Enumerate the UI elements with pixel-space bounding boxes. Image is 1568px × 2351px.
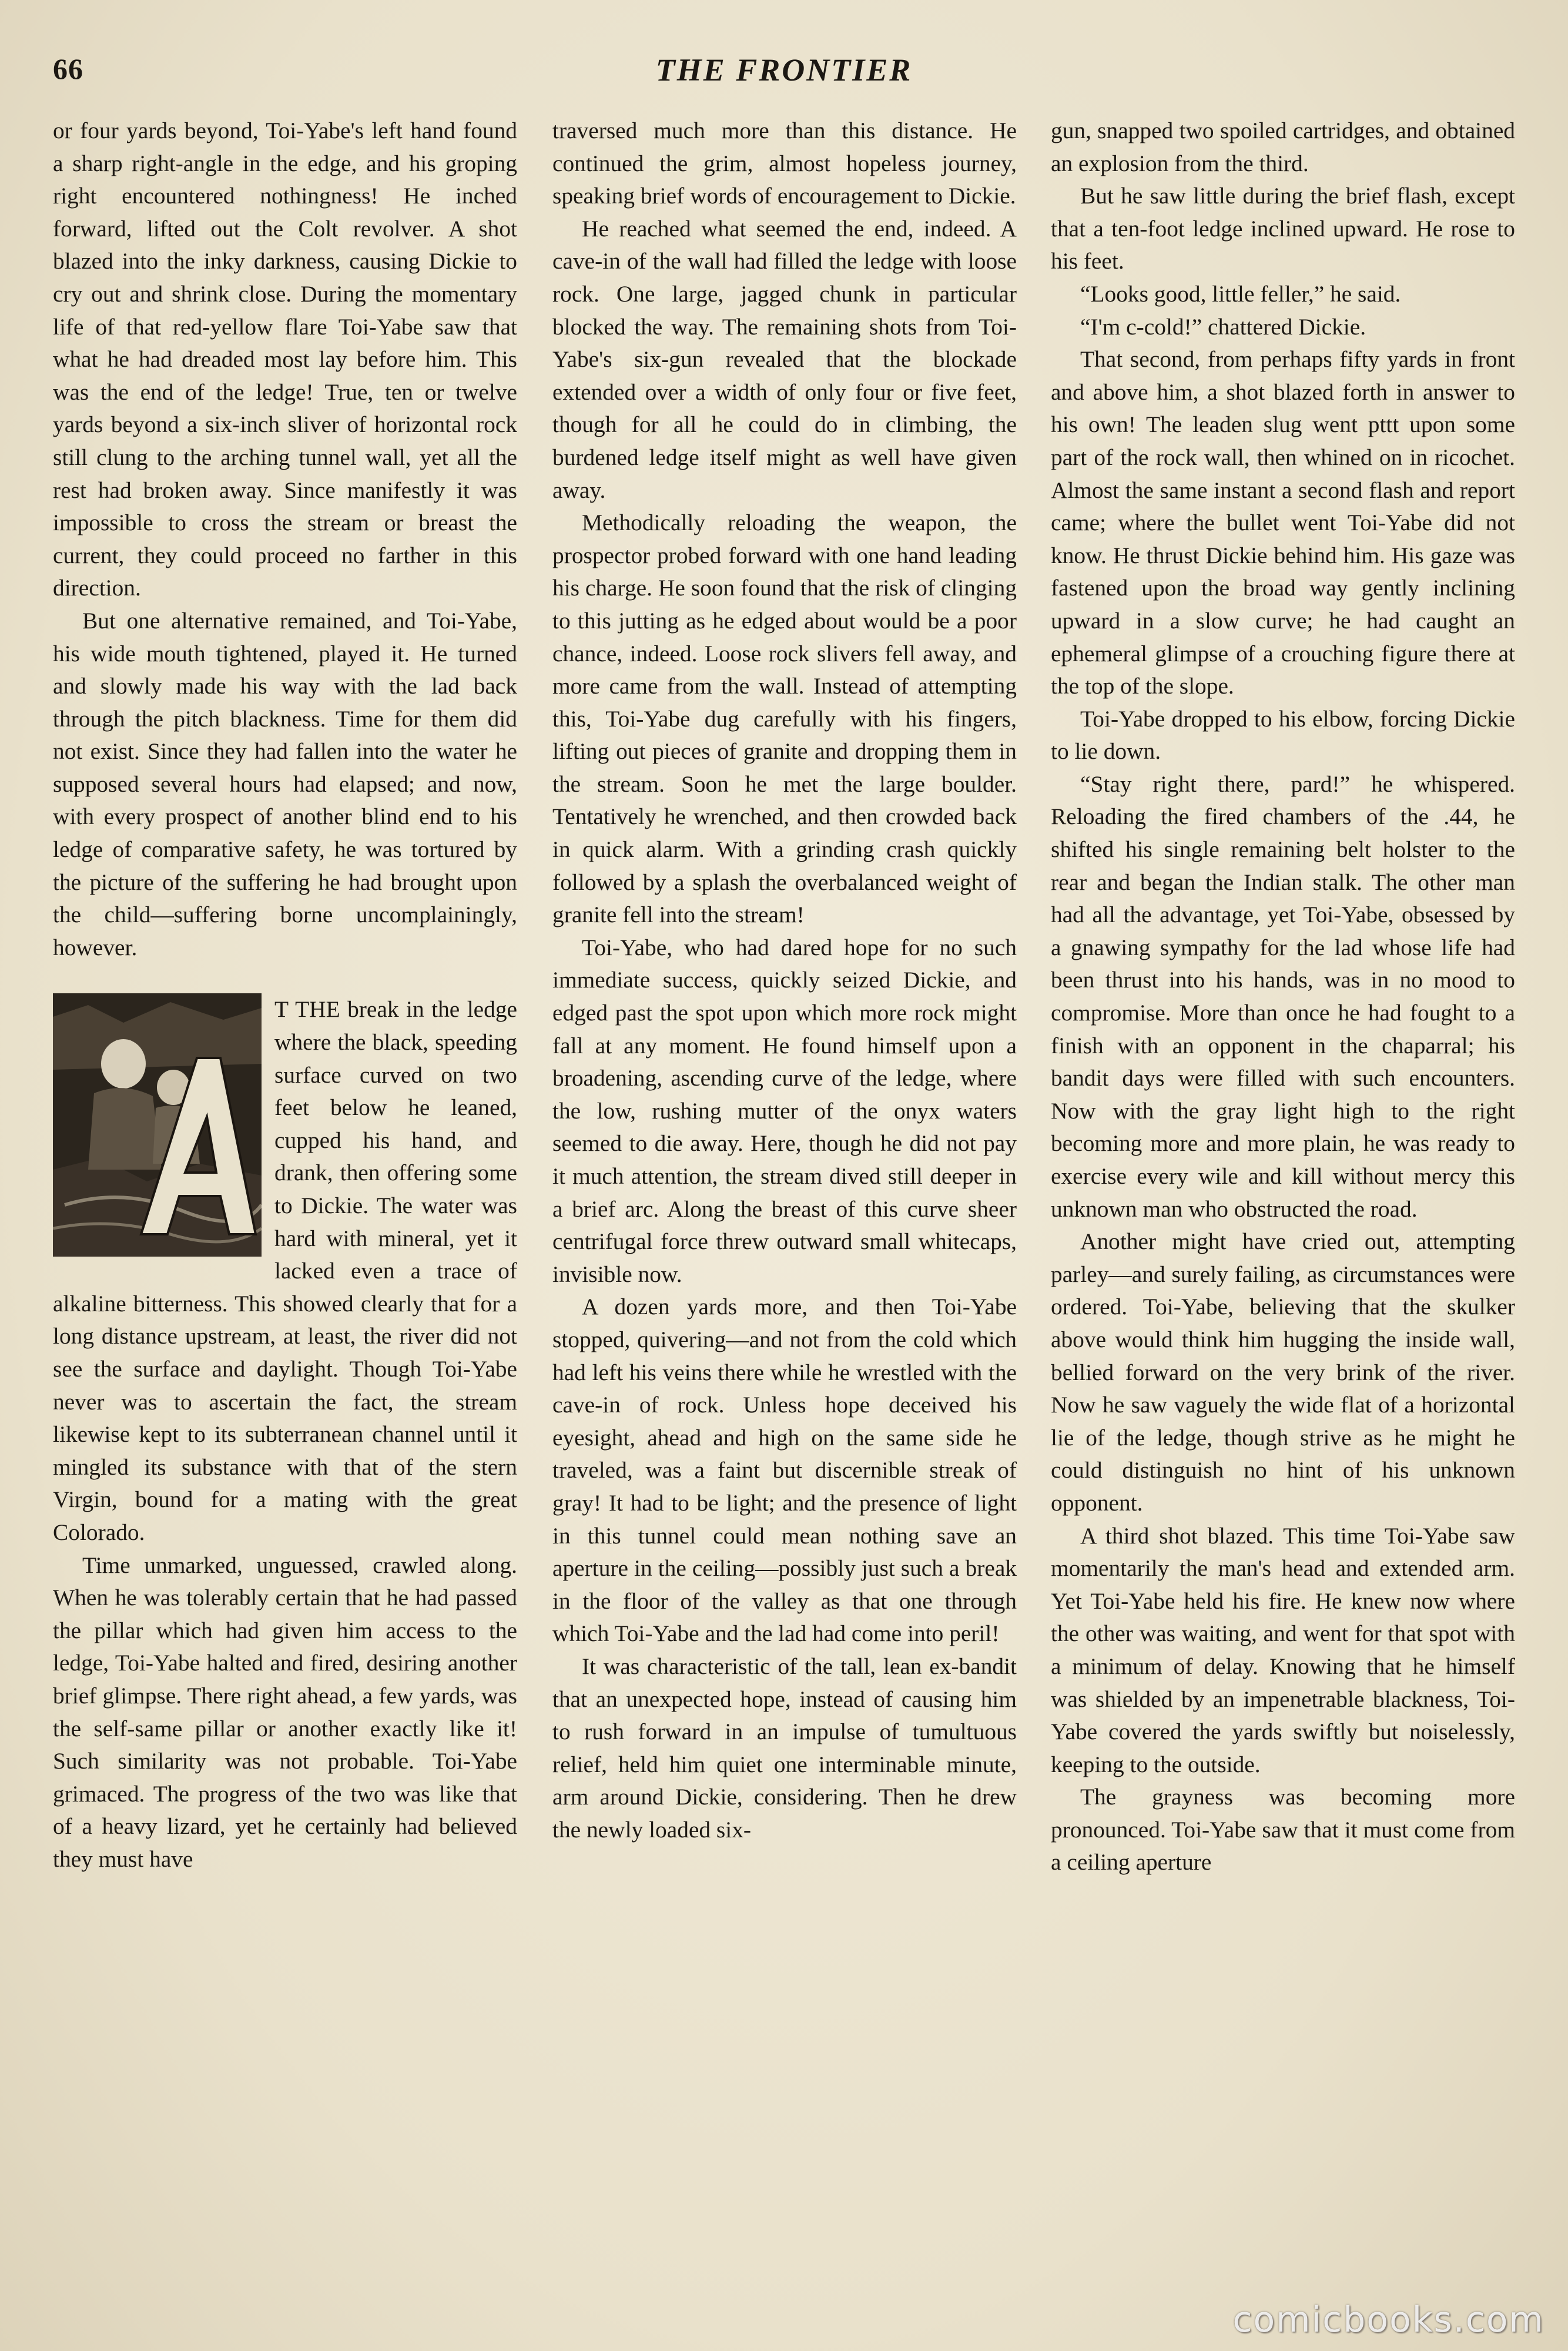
paragraph: But one alternative remained, and Toi-Yabe, his wide mouth tightened, played it. He turned and slowly made his way with the lad back through the pitch blackness. Time for them did not exist. Since they had fallen into the water he supposed several hours had elapsed; and now, with every prospect of another blind end to his ledge of comparative safety, he was tortured by the picture of the suffering he had brought upon the child—suffering borne uncomplainingly, however. — [53, 607, 517, 960]
dropcap-illustration — [53, 993, 262, 1257]
paragraph: gun, snapped two spoiled cartridges, and obtained an explosion from the third. — [1051, 118, 1515, 176]
paragraph: Toi-Yabe, who had dared hope for no such immediate success, quickly seized Dickie, and edged past the spot upon which more rock might fall at any moment. He found himself upon a broadening, ascending curve of the ledge, where the low, rushing mutter of the onyx waters seemed to die away. Here, though he did not pay it much attention, the stream dived still deeper in a brief arc. Along the breast of this curve sheer centrifugal force threw outward small whitecaps, invisible now. — [552, 934, 1017, 1287]
text-column-1 — [53, 115, 517, 1876]
dropcap-paragraph-text: T THE break in the ledge where the black, speeding surface curved on two feet below he leaned, cupped his hand, and drank, then offering some to Dickie. The water was hard with mineral, yet it lacked even a trace of alkaline bitterness. This showed clearly that for a long distance upstream, at least, the river did not see the surface and daylight. Though Toi-Yabe never was to ascertain the fact, the stream likewise kept to its subterranean channel until it mingled its substance with that of the stern Virgin, bound for a mating with the great Colorado. — [53, 996, 517, 1545]
paragraph: That second, from perhaps fifty yards in front and above him, a shot blazed forth in answer to his own! The leaden slug went pttt upon some part of the rock wall, then whined on in ricochet. Almost the same instant a second flash and report came; where the bullet went Toi-Yabe did not know. He thrust Dickie behind him. His gaze was fastened upon the broad way gently inclining upward in a slow curve; he had caught an ephemeral glimpse of a crouching figure there at the top of the slope. — [1051, 346, 1515, 699]
dropcap-paragraph — [53, 993, 517, 1549]
paragraph: Time unmarked, unguessed, crawled along. When he was tolerably certain that he had passed the pillar which had given him access to the ledge, Toi-Yabe halted and fired, desiring another brief glimpse. There right ahead, a few yards, was the self-same pillar or another exactly like it! Such similarity was not probable. Toi-Yabe grimaced. The progress of the two was like that of a heavy lizard, yet he certainly had believed they must have — [53, 1552, 517, 1872]
paragraph: The grayness was becoming more pronounced. Toi-Yabe saw that it must come from a ceiling aperture — [1051, 1784, 1515, 1876]
watermark: comicbooks.com — [1232, 2299, 1544, 2340]
paragraph: Toi-Yabe dropped to his elbow, forcing Dickie to lie down. — [1051, 705, 1515, 765]
text-column-3 — [1051, 115, 1515, 1879]
page-header — [53, 52, 1515, 99]
paragraph: But he saw little during the brief flash, except that a ten-foot ledge inclined upward. He rose to his feet. — [1051, 183, 1515, 274]
paragraph: “Looks good, little feller,” he said. — [1080, 280, 1401, 307]
magazine-title: THE FRONTIER — [655, 52, 913, 88]
text-column-2 — [552, 115, 1017, 1846]
paragraph: A third shot blazed. This time Toi-Yabe saw momentarily the man's head and extended arm. Yet Toi-Yabe held his fire. He knew now where the other was waiting, and went for that spot with a minimum of delay. Knowing that he himself was shielded by an impenetrable blackness, Toi-Yabe covered the yards swiftly but noiselessly, keeping to the outside. — [1051, 1522, 1515, 1777]
paragraph: traversed much more than this distance. He continued the grim, almost hopeless journey, speaking brief words of encouragement to Dickie. — [552, 118, 1017, 209]
page-number: 66 — [53, 52, 83, 85]
paragraph: Another might have cried out, attempting parley—and surely failing, as circumstances were ordered. Toi-Yabe, believing that the skulker above would think him hugging the inside wall, bellied forward on the very brink of the river. Now he saw vaguely the wide flat of a horizontal lie of the ledge, though strive as he might he could distinguish no hint of his unknown opponent. — [1051, 1228, 1515, 1516]
paragraph: “Stay right there, pard!” he whispered. Reloading the fired chambers of the .44, he shifted his single remaining belt holster to the rear and began the Indian stalk. The other man had all the advantage, yet Toi-Yabe, obsessed by a gnawing sympathy for the lad whose life had been thrust into his hands, was in no mood to compromise. More than once he had fought to a finish with an opponent in the chaparral; his bandit days were filled with such encounters. Now with the gray light high to the right becoming more and more plain, he was ready to exercise every wile and kill without mercy this unknown man who obstructed the road. — [1051, 771, 1515, 1222]
paragraph: or four yards beyond, Toi-Yabe's left hand found a sharp right-angle in the edge, and his groping right encountered nothingness! He inched forward, lifted out the Colt revolver. A shot blazed into the inky darkness, causing Dickie to cry out and shrink close. During the momentary life of that red-yellow flare Toi-Yabe saw that what he had dreaded most lay before him. This was the end of the ledge! True, ten or twelve yards beyond a six-inch sliver of horizontal rock still clung to the arching tunnel wall, yet all the rest had broken away. Since manifestly it was impossible to cross the stream or breast the current, they could proceed no farther in this direction. — [53, 118, 517, 601]
paragraph: Methodically reloading the weapon, the prospector probed forward with one hand leading his charge. He soon found that the risk of clinging to this jutting as he edged about would be a poor chance, indeed. Loose rock slivers fell away, and more came from the wall. Instead of attempting this, Toi-Yabe dug carefully with his fingers, lifting out pieces of granite and dropping them in the stream. Soon he met the large boulder. Tentatively he wrenched, and then crowded back in quick alarm. With a grinding crash quickly followed by a splash the overbalanced weight of granite fell into the stream! — [552, 510, 1017, 928]
paragraph: “I'm c-cold!” chattered Dickie. — [1080, 313, 1366, 340]
paragraph: It was characteristic of the tall, lean ex-bandit that an unexpected hope, instead of causing him to rush forward in an impulse of tumultuous relief, held him quiet one interminable minute, arm around Dickie, considering. Then he drew the newly loaded six- — [552, 1653, 1017, 1843]
paragraph: A dozen yards more, and then Toi-Yabe stopped, quivering—and not from the cold which had left his veins there while he wrestled with the cave-in of rock. Unless hope deceived his eyesight, ahead and high on the same side he traveled, was a faint but discernible streak of gray! It had to be light; and the presence of light in this tunnel could mean nothing save an aperture in the ceiling—possibly just such a break in the floor of the valley as that one through which Toi-Yabe and the lad had come into peril! — [552, 1294, 1017, 1647]
paragraph: He reached what seemed the end, indeed. A cave-in of the wall had filled the ledge with loose rock. One large, jagged chunk in particular blocked the way. The remaining shots from Toi-Yabe's six-gun revealed that the blockade extended over a width of only four or five feet, though for all he could do in climbing, the burdened ledge itself might as well have given away. — [552, 215, 1017, 503]
